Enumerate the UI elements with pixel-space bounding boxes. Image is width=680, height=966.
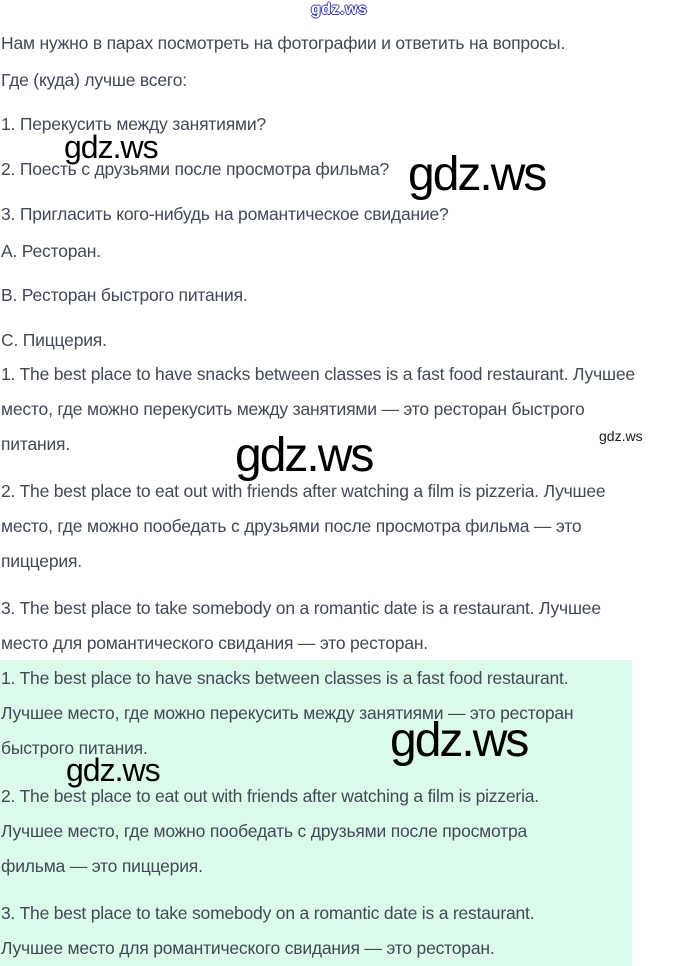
answer-line: быстрого питания. bbox=[1, 738, 148, 758]
answer-line: 1. The best place to have snacks between classes is a fast food restaurant. Лучшее bbox=[1, 364, 635, 384]
option-item: С. Пиццерия. bbox=[1, 330, 107, 350]
gdz-watermark: gdz.ws bbox=[64, 129, 158, 165]
gdz-watermark: gdz.ws bbox=[390, 714, 528, 767]
gdz-watermark: gdz.ws bbox=[235, 429, 373, 482]
answer-line: питания. bbox=[1, 434, 70, 454]
option-item: В. Ресторан быстрого питания. bbox=[1, 285, 248, 305]
question-item: 1. Перекусить между занятиями? bbox=[1, 114, 266, 134]
option-item: А. Ресторан. bbox=[1, 241, 101, 261]
answer-line: место для романтического свидания — это ресторан. bbox=[1, 633, 428, 653]
answer-line: фильма — это пиццерия. bbox=[1, 856, 203, 876]
answer-line: 3. The best place to take somebody on a romantic date is a restaurant. bbox=[1, 903, 535, 923]
gdz-watermark: gdz.ws bbox=[66, 752, 160, 788]
answer-line: 1. The best place to have snacks between classes is a fast food restaurant. bbox=[1, 668, 569, 688]
question-item: 2. Поесть с друзьями после просмотра фильма? bbox=[1, 159, 390, 179]
answer-line: Лучшее место, где можно перекусить между занятиями — это ресторан bbox=[1, 703, 574, 723]
answer-line: место, где можно пообедать с друзьями после просмотра фильма — это bbox=[1, 516, 582, 536]
gdz-watermark: gdz.ws bbox=[599, 428, 643, 444]
answer-line: 3. The best place to take somebody on a romantic date is a restaurant. Лучшее bbox=[1, 598, 601, 618]
answer-line: Лучшее место для романтического свидания — это ресторан. bbox=[1, 938, 495, 958]
question-item: 3. Пригласить кого-нибудь на романтическое свидание? bbox=[1, 204, 449, 224]
highlighted-answer-paragraph bbox=[1, 779, 539, 884]
answer-paragraph bbox=[1, 474, 605, 579]
gdz-logo-watermark: gdz.ws bbox=[311, 1, 368, 18]
intro-line: Где (куда) лучше всего: bbox=[1, 70, 187, 90]
intro-line: Нам нужно в парах посмотреть на фотографии и ответить на вопросы. bbox=[1, 33, 565, 53]
answer-line: 2. The best place to eat out with friends after watching a film is pizzeria. bbox=[1, 786, 539, 806]
answer-line: место, где можно перекусить между занятиями — это ресторан быстрого bbox=[1, 399, 585, 419]
answer-line: Лучшее место, где можно пообедать с друзьями после просмотра bbox=[1, 821, 528, 841]
gdz-watermark: gdz.ws bbox=[408, 148, 546, 201]
answer-line: 2. The best place to eat out with friends after watching a film is pizzeria. Лучшее bbox=[1, 481, 606, 501]
answer-paragraph bbox=[1, 591, 601, 661]
highlighted-answer-paragraph bbox=[1, 896, 534, 966]
answer-line: пиццерия. bbox=[1, 551, 82, 571]
highlighted-answers-block bbox=[0, 660, 632, 966]
